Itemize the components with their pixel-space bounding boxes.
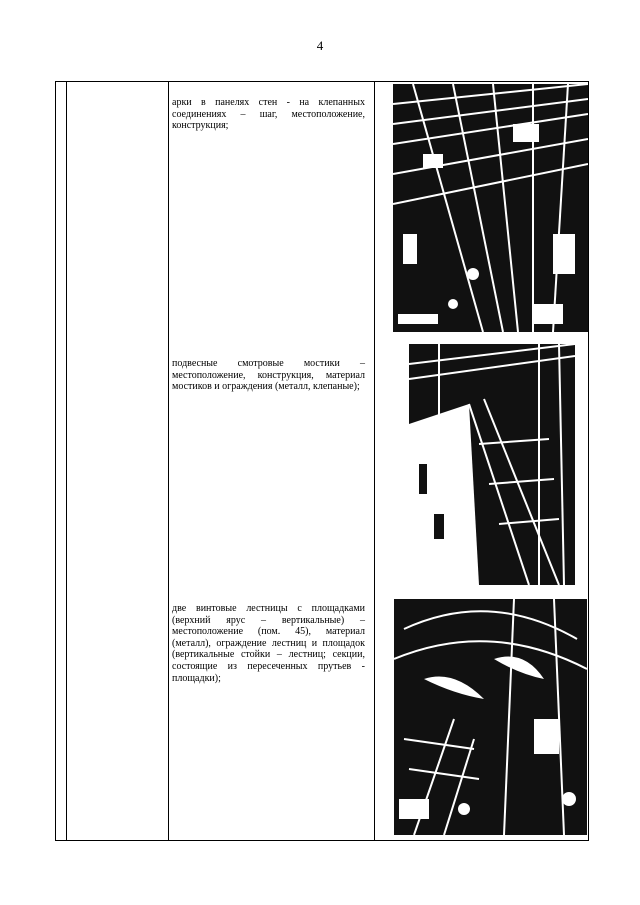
spiral-stair-photo (394, 599, 587, 835)
feature-description: подвесные смотровые мостики – местоположение, конструкция, материал мостиков и ограждения (металл, клепаные); (172, 358, 365, 393)
greenhouse-roof-photo (393, 84, 588, 332)
walkway-photo (409, 344, 575, 585)
column-divider (374, 82, 375, 840)
column-divider (66, 82, 67, 840)
feature-description: арки в панелях стен - на клепанных соединениях – шаг, местоположение, конструкция; (172, 97, 365, 132)
feature-description: две винтовые лестницы с площадками (верхний ярус – вертикальные) – местоположение (пом. 45), материал (металл), ограждение лестниц и площадок (вертикальные стойки – лестниц; секции, состоящие из пересеченных прутьев - площадки); (172, 603, 365, 684)
page-number: 4 (316, 38, 324, 53)
column-divider (168, 82, 169, 840)
